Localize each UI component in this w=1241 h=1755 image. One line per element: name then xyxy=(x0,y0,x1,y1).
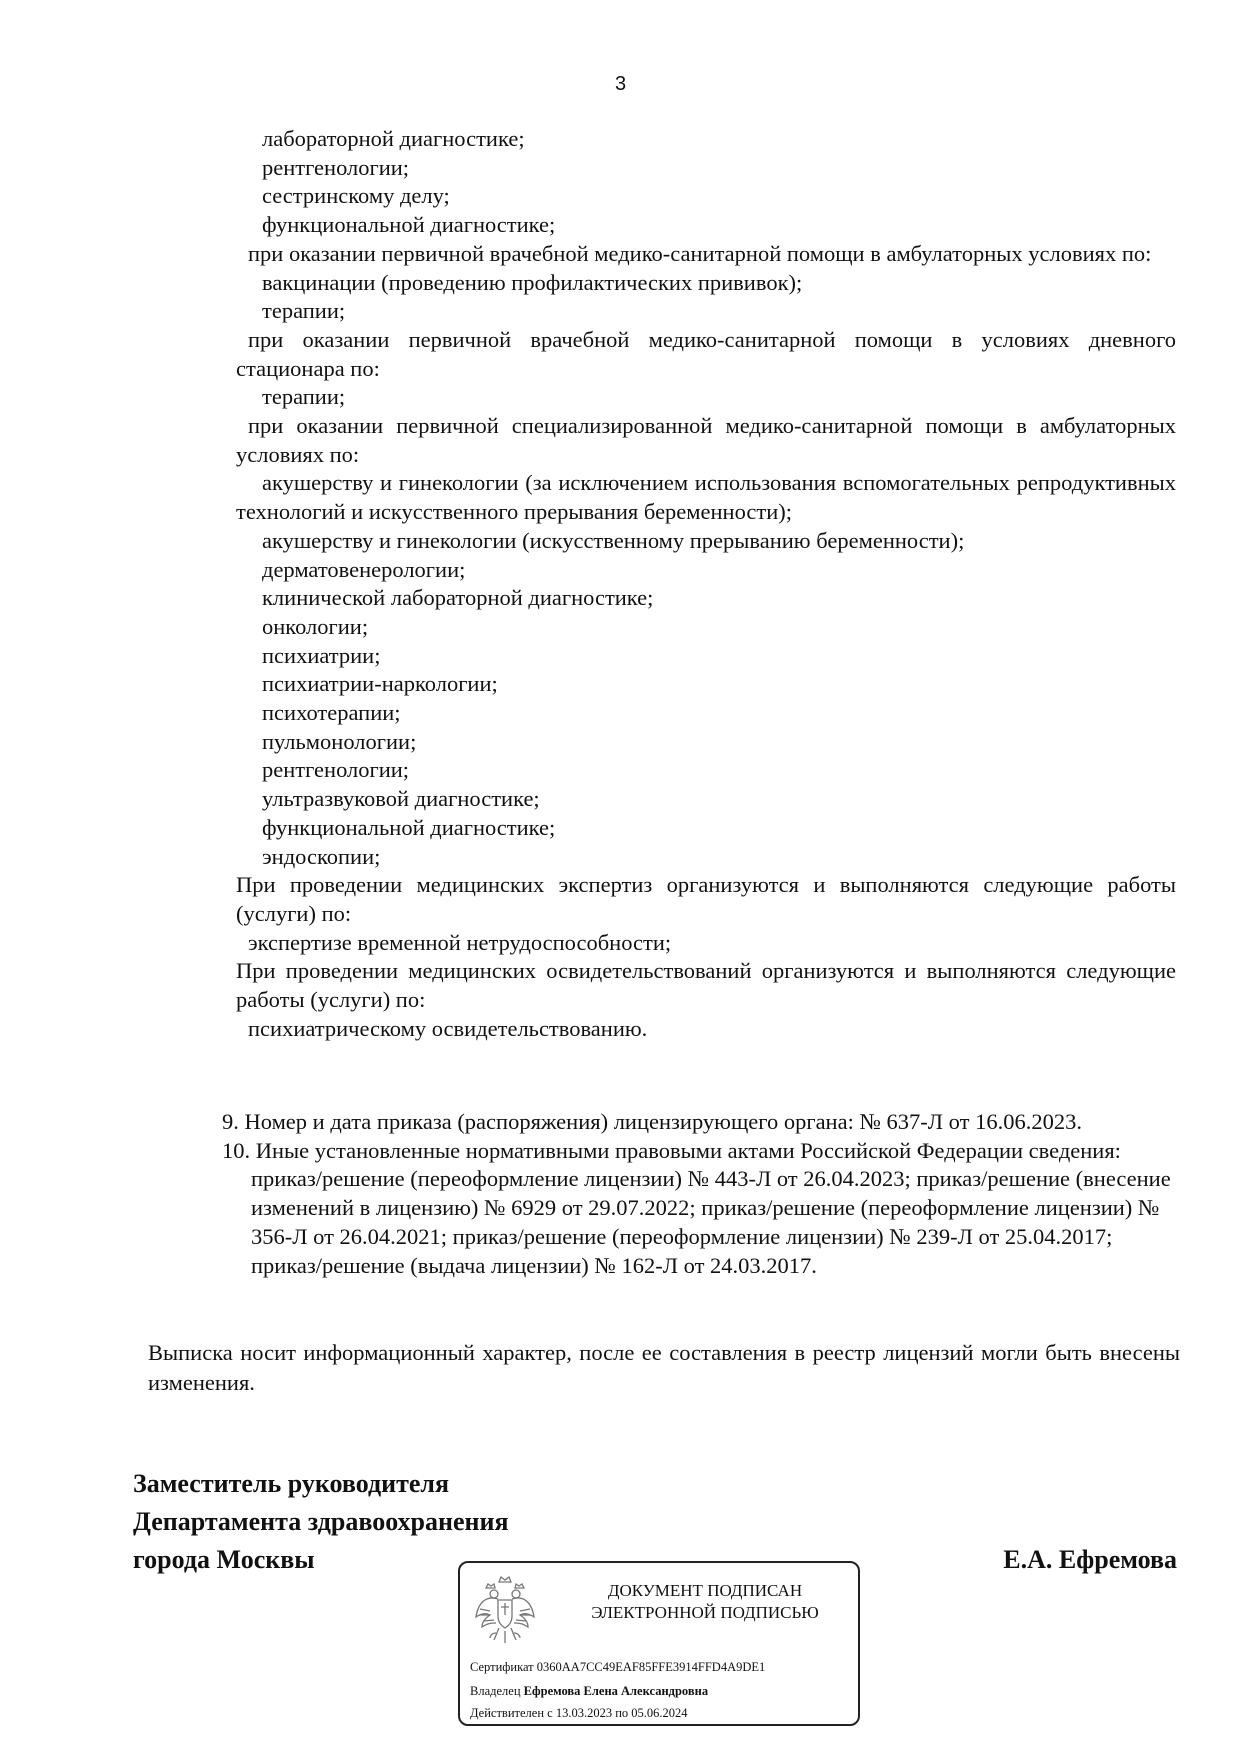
activity-line: при оказании первичной врачебной медико-санитарной помощи в условиях дневного стационара по: xyxy=(236,326,1176,381)
activity-line: терапии; xyxy=(262,384,346,410)
valid-to-label: по xyxy=(615,1706,629,1720)
activity-line: акушерству и гинекологии (искусственному прерыванию беременности); xyxy=(262,527,965,553)
item-10: 10. Иные установленные нормативными правовыми актами Российской Федерации сведения: приказ/решение (переоформление лицензии) № 443-Л от 26.04.2023; приказ/решение (внесение изменений в лицензию) № 6929 от 29.07.2022; приказ/решение (переоформление лицензии) № 356-Л от 26.04.2021; приказ/решение (переоформление лицензии) № 239-Л от 25.04.2017; приказ/решение (выдача лицензии) № 162-Л от 24.03.2017. xyxy=(222,1137,1171,1278)
activity-line: сестринскому делу; xyxy=(262,183,450,209)
stamp-validity xyxy=(470,1705,688,1721)
stamp-header xyxy=(560,1580,850,1624)
activity-line: лабораторной диагностике; xyxy=(262,126,525,151)
numbered-items xyxy=(222,1108,1182,1280)
owner-value: Ефремова Елена Александровна xyxy=(523,1684,709,1698)
signer-position xyxy=(133,1465,509,1579)
owner-label: Владелец xyxy=(470,1684,521,1698)
signer-position-line: Департамента здравоохранения xyxy=(133,1507,509,1536)
activity-line: терапии; xyxy=(262,298,346,324)
signer-position-line: Заместитель руководителя xyxy=(133,1469,450,1498)
activity-line: клинической лабораторной диагностике; xyxy=(262,585,654,611)
activity-line: психиатрическому освидетельствованию. xyxy=(248,1015,648,1041)
valid-from: 13.03.2023 xyxy=(555,1706,613,1720)
stamp-certificate xyxy=(470,1659,765,1675)
activity-line: функциональной диагностике; xyxy=(262,212,556,238)
activity-line: функциональной диагностике; xyxy=(262,814,556,840)
activity-line: пульмонологии; xyxy=(262,728,417,754)
activity-line: при оказании первичной врачебной медико-санитарной помощи в амбулаторных условиях по: xyxy=(248,240,1152,266)
license-activity-list xyxy=(236,125,1176,1044)
stamp-header-line: ЭЛЕКТРОННОЙ ПОДПИСЬЮ xyxy=(591,1603,819,1622)
activity-line: экспертизе временной нетрудоспособности; xyxy=(248,929,672,955)
item-9: 9. Номер и дата приказа (распоряжения) лицензирующего органа: № 637-Л от 16.06.2023. xyxy=(222,1109,1082,1134)
signer-name: Е.А. Ефремова xyxy=(1003,1545,1177,1574)
certificate-value: 0360AA7CC49EAF85FFE3914FFD4A9DE1 xyxy=(536,1660,766,1674)
activity-line: При проведении медицинских экспертиз организуются и выполняются следующие работы (услуги) по: xyxy=(236,872,1176,926)
activity-line: ультразвуковой диагностике; xyxy=(262,786,540,812)
activity-line: онкологии; xyxy=(262,613,369,639)
electronic-signature-stamp xyxy=(458,1561,860,1726)
certificate-label: Сертификат xyxy=(470,1660,534,1674)
valid-label: Действителен с xyxy=(470,1706,553,1720)
activity-line: дерматовенерологии; xyxy=(262,556,466,582)
valid-to: 05.06.2024 xyxy=(631,1706,688,1720)
stamp-owner xyxy=(470,1683,708,1699)
activity-line: вакцинации (проведению профилактических прививок); xyxy=(262,269,803,295)
activity-line: психиатрии; xyxy=(262,642,381,668)
activity-line: психотерапии; xyxy=(262,700,401,726)
activity-line: При проведении медицинских освидетельствований организуются и выполняются следующие работы (услуги) по: xyxy=(236,958,1176,1013)
activity-line: при оказании первичной специализированной медико-санитарной помощи в амбулаторных условиях по: xyxy=(236,413,1176,467)
activity-line: акушерству и гинекологии (за исключением использования вспомогательных репродуктивных технологий и искусственного прерывания беременности); xyxy=(236,470,1176,525)
activity-line: эндоскопии; xyxy=(262,843,381,869)
activity-line: рентгенологии; xyxy=(262,154,410,180)
activity-line: рентгенологии; xyxy=(262,757,410,783)
signer-position-line: города Москвы xyxy=(133,1545,315,1574)
page-number: 3 xyxy=(614,73,627,95)
stamp-header-line: ДОКУМЕНТ ПОДПИСАН xyxy=(607,1581,803,1600)
informational-note: Выписка носит информационный характер, после ее составления в реестр лицензий могли быть внесены изменения. xyxy=(148,1340,1180,1395)
russian-coat-of-arms-icon xyxy=(472,1573,538,1649)
activity-line: психиатрии-наркологии; xyxy=(262,671,498,697)
